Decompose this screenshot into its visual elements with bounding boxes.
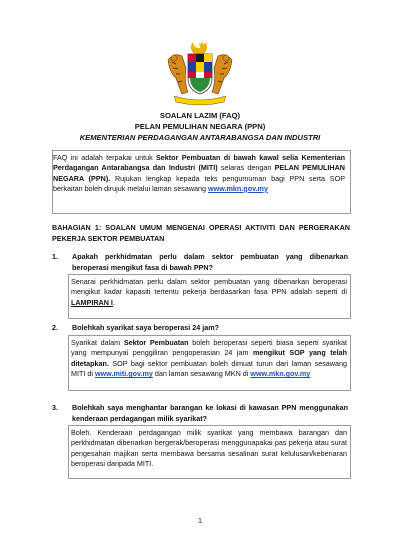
page-number: 1: [198, 516, 202, 525]
mkn-website-link[interactable]: www.mkn.gov.my: [208, 183, 268, 193]
answer-text: Syarikat dalam Sektor Pembuatan boleh beroperasi seperti biasa seperti syarikat yang mempunyai penggiliran pengoperasian 24 jam mengikut SOP yang telah ditetapkan. SOP bagi sektor pembuatan boleh dimuat turun dari laman sesawang MITI di www.miti.gov.my dan laman sesawang MKN di www.mkn.gov.my: [71, 338, 347, 379]
answer-text: Senarai perkhidmatan perlu dalam sektor pembuatan yang dibenarkan beroperasi mengikut kadar kapasiti tertentu pekerja berdasarkan fasa PPN adalah seperti di LAMPIRAN I.: [71, 277, 347, 307]
plan-title: PELAN PEMULIHAN NEGARA (PPN): [134, 122, 266, 131]
question-number: 1.: [52, 252, 58, 261]
miti-website-link[interactable]: www.miti.gov.my: [94, 369, 153, 379]
mkn-website-link[interactable]: www.mkn.gov.my: [250, 369, 311, 379]
faq-title: SOALAN LAZIM (FAQ): [159, 111, 241, 120]
section-heading: BAHAGIAN 1: SOALAN UMUM MENGENAI OPERASI AKTIVITI DAN PERGERAKAN PEKERJA SEKTOR PEMBUATAN: [52, 223, 350, 243]
question-text: Bolehkah saya menghantar barangan ke lokasi di kawasan PPN menggunakan kenderaan perdagangan milik syarikat?: [72, 403, 348, 423]
ministry-title: KEMENTERIAN PERDAGANGAN ANTARABANGSA DAN INDUSTRI: [79, 133, 321, 142]
question-number: 2.: [52, 323, 58, 332]
question-text: Bolehkah syarikat saya beroperasi 24 jam?: [72, 323, 220, 332]
question-text: Apakah perkhidmatan perlu dalam sektor pembuatan yang dibenarkan beroperasi mengikut fasa di bawah PPN?: [72, 252, 348, 272]
question-number: 3.: [52, 403, 58, 412]
intro-paragraph: FAQ ini adalah terpakai untuk Sektor Pembuatan di bawah kawal selia Kementerian Perdagangan Antarabangsa dan Industri (MITI) selaras dengan PELAN PEMULIHAN NEGARA (PPN). Rujukan lengkap kepada teks pengumuman bagi PPN serta SOP berkaitan boleh dirujuk melalui laman sesawang www.mkn.gov.my: [53, 153, 345, 193]
coat-of-arms-emblem: [160, 38, 240, 108]
appendix-link[interactable]: LAMPIRAN I: [71, 297, 113, 307]
answer-text: Boleh. Kenderaan perdagangan milik syarikat yang membawa barangan dan perkhidmatan dibenarkan bergerak/beroperasi menggunapakai pas pekerja atau surat pengesahan majikan serta membawa bersama sesalinan surat kelulusan/kebenaran beroperasi daripada MITI.: [71, 428, 347, 469]
